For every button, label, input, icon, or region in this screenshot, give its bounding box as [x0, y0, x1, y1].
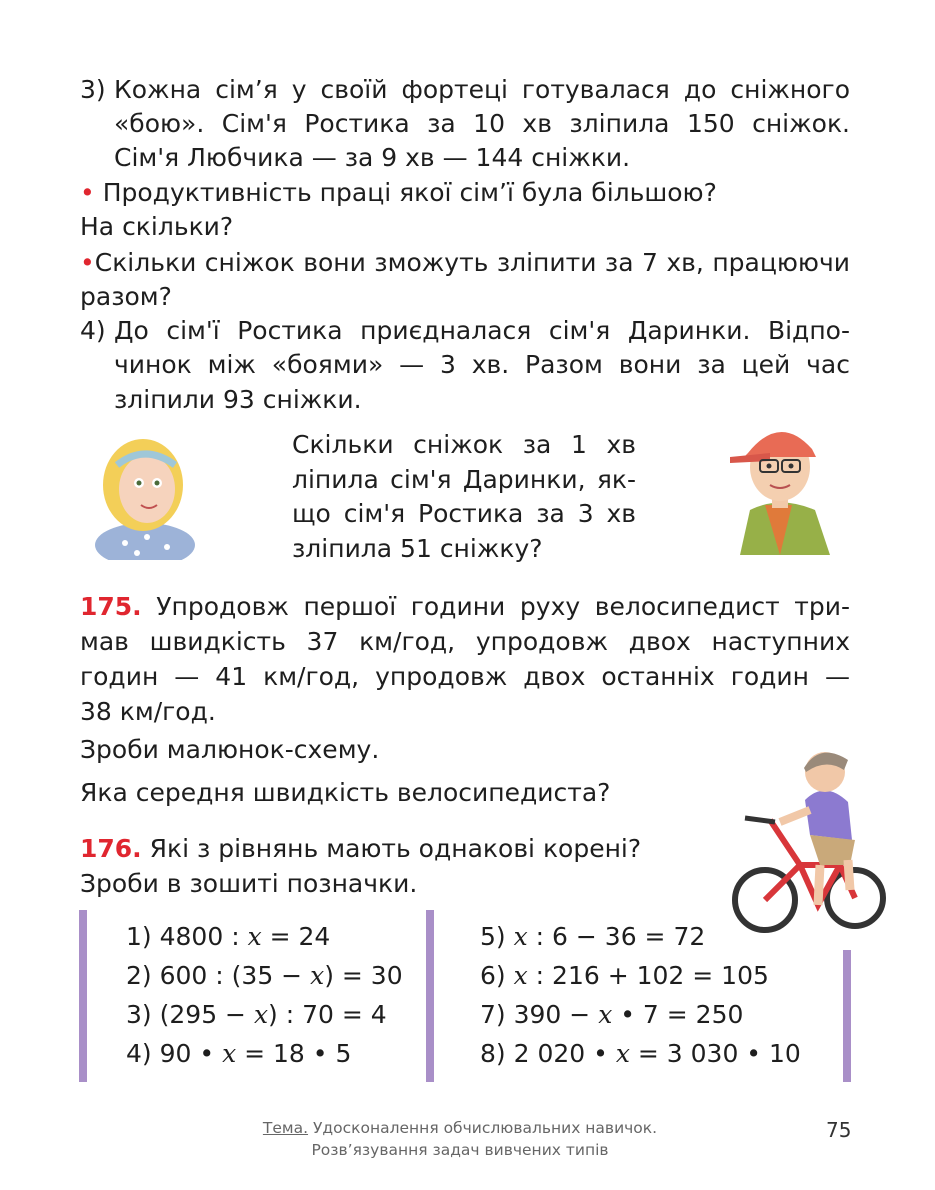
bubble-line: що сім'я Ростика за 3 хв [292, 499, 636, 528]
topic-label: Тема. [262, 1119, 309, 1137]
bubble-line: зліпила 51 сніжку? [292, 534, 543, 563]
bullet-icon: • [80, 248, 95, 277]
exercise-number: 176. [80, 834, 142, 863]
equation-item: 7) 390 − x • 7 = 250 [480, 1000, 744, 1029]
topic-text-2: Розв’язування задач вивчених типів [311, 1141, 609, 1159]
equation-item: 8) 2 020 • x = 3 030 • 10 [480, 1039, 801, 1068]
bullet-icon: • [80, 178, 95, 207]
equation-item: 1) 4800 : x = 24 [126, 922, 331, 951]
ex175-line: годин — 41 км/год, упродовж двох останніх годин — [80, 662, 850, 691]
equation-item: 2) 600 : (35 − x) = 30 [126, 961, 403, 990]
question-1-cont: На скільки? [80, 212, 234, 241]
task4-line: зліпили 93 сніжки. [114, 385, 362, 414]
topic-text: Удосконалення обчислювальних навичок. [308, 1119, 658, 1137]
ex175-instruction: Зроби малюнок-схему. [80, 735, 380, 764]
equation-item: 6) x : 216 + 102 = 105 [480, 961, 769, 990]
task3-marker: 3) [80, 75, 106, 104]
ex176-line: Зроби в зошиті позначки. [80, 869, 418, 898]
equations-left-bar [79, 910, 87, 1082]
equation-item: 5) x : 6 − 36 = 72 [480, 922, 706, 951]
ex175-line [80, 590, 850, 624]
cyclist-illustration [730, 740, 890, 940]
task3-line: Сім'я Любчика — за 9 хв — 144 сніжки. [114, 143, 631, 172]
question-2 [80, 246, 850, 280]
task4-line: До сім'ї Ростика приєдналася сім'я Даринки. Відпо- [114, 316, 850, 345]
question-2-cont: разом? [80, 282, 172, 311]
task4-marker: 4) [80, 316, 106, 345]
footer-topic [180, 1117, 740, 1161]
exercise-number: 175. [80, 592, 142, 621]
ex176-text: Які з рівнянь мають однакові корені? [149, 834, 642, 863]
equation-item: 3) (295 − x) : 70 = 4 [126, 1000, 387, 1029]
task3-line: «бою». Сім'я Ростика за 10 хв зліпила 150 сніжок. [114, 109, 850, 138]
ex175-line: мав швидкість 37 км/год, упродовж двох наступних [80, 627, 850, 656]
girl-illustration [95, 425, 205, 560]
equations-right-bar [843, 950, 851, 1082]
equation-item: 4) 90 • x = 18 • 5 [126, 1039, 352, 1068]
page-number: 75 [826, 1118, 852, 1142]
equations-middle-bar [426, 910, 434, 1082]
ex175-text: Упродовж першої години руху велосипедист три- [156, 592, 850, 621]
question-text: Скільки сніжок вони зможуть зліпити за 7 хв, працюючи [94, 248, 850, 277]
ex176-line [80, 832, 641, 866]
question-text: Продуктивність праці якої сім’ї була більшою? [102, 178, 717, 207]
boy-with-cap-illustration [720, 405, 840, 555]
bubble-line: Скільки сніжок за 1 хв [292, 430, 636, 459]
ex175-question: Яка середня швидкість велосипедиста? [80, 778, 611, 807]
task3-line: Кожна сім’я у своїй фортеці готувалася до сніжного [114, 75, 850, 104]
question-1 [80, 176, 717, 210]
bubble-line: ліпила сім'я Даринки, як- [292, 465, 636, 494]
task4-line: чинок між «боями» — 3 хв. Разом вони за цей час [114, 350, 850, 379]
ex175-line: 38 км/год. [80, 697, 216, 726]
